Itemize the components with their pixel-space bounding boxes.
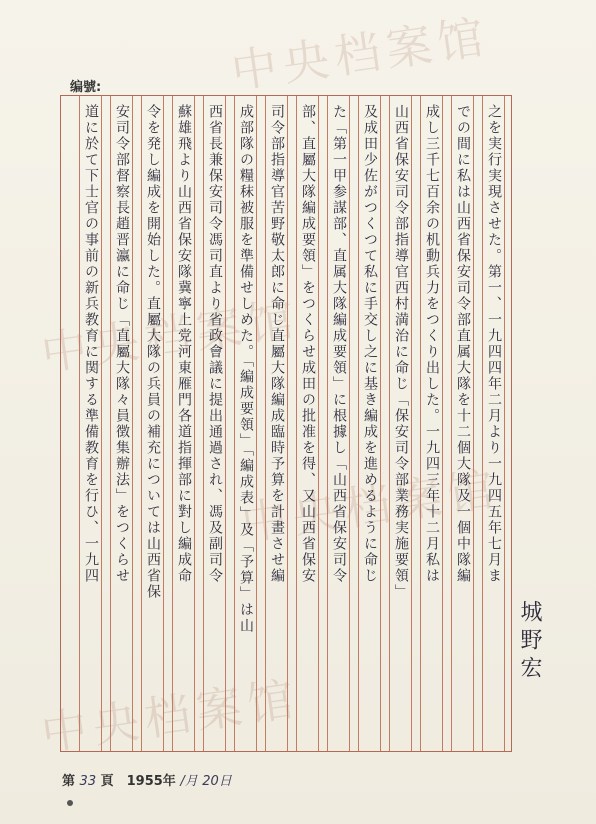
column-text: 山西省保安司令部指導官西村満治に命じ「保安司令部業務実施要領」 (393, 104, 409, 600)
watermark-low: 中央档案馆 (237, 461, 503, 551)
column-text: での間に私は山西省保安司令部直属大隊を十二個大隊及一個中隊編 (455, 104, 471, 584)
page-footer (62, 770, 232, 789)
text-column (358, 96, 381, 751)
text-column (203, 96, 226, 751)
text-column (327, 96, 350, 751)
text-column (141, 96, 164, 751)
author-signature: 城野宏 (517, 600, 542, 684)
text-column (389, 96, 412, 751)
column-text: 成し三千七百余の机動兵力をつくり出した。一九四三年十二月私は (424, 104, 440, 584)
ink-dot (67, 800, 73, 806)
header-label: 编號: (70, 80, 102, 95)
text-column (296, 96, 319, 751)
watermark-mid: 中央档案馆 (37, 291, 303, 381)
footer-page-prefix: 第 (62, 774, 76, 789)
footer-page-number: 33 (79, 774, 97, 789)
column-text: 蘇雄飛より山西省保安隊冀寧上党河東雁門各道指揮部に對し編成命 (176, 104, 192, 584)
manuscript-grid (60, 95, 512, 752)
text-column (265, 96, 288, 751)
column-text: 及成田少佐がつくつて私に手交し之に基き編成を進めるように命じ (362, 104, 378, 584)
column-text: 西省長兼保安司令馮司直より省政會議に提出通過され、馮及副司令 (207, 104, 223, 584)
text-column (79, 96, 102, 751)
column-text: た「第一甲参謀部、直属大隊編成要領」に根據し「山西省保安司令 (331, 104, 347, 584)
text-column (420, 96, 443, 751)
column-text: 部、直屬大隊編成要領」をつくらせ成田の批准を得、又山西省保安 (300, 104, 316, 584)
text-column (451, 96, 474, 751)
footer-page-suffix: 頁 1955年 (100, 774, 176, 789)
footer-day: 20日 (202, 774, 232, 789)
column-text: 之を実行実現させた。第一、一九四四年二月より一九四五年七月ま (486, 104, 502, 584)
column-text: 成部隊の糧秣被服を準備せしめた。「編成要領」「編成表」及「予算」は山 (238, 104, 254, 634)
column-text: 道に於て下士官の事前の新兵教育に関する準備教育を行ひ、一九四 (83, 104, 99, 584)
column-text: 司令部指導官苦野敬太郎に命じ直屬大隊編成臨時予算を計畫させ編 (269, 104, 285, 584)
column-text: 安司令部督察長趙晋瀛に命じ「直屬大隊々員徴集辦法」をつくらせ (114, 104, 130, 584)
footer-month: /月 (180, 774, 198, 789)
text-column (110, 96, 133, 751)
column-text: 令を発し編成を開始した。直屬大隊の兵員の補充については山西省保 (145, 104, 161, 600)
watermark-top: 中央档案馆 (227, 9, 493, 99)
text-column (234, 96, 257, 751)
text-column (172, 96, 195, 751)
text-column (482, 96, 505, 751)
watermark-bottom: 中央档案馆 (37, 671, 303, 761)
